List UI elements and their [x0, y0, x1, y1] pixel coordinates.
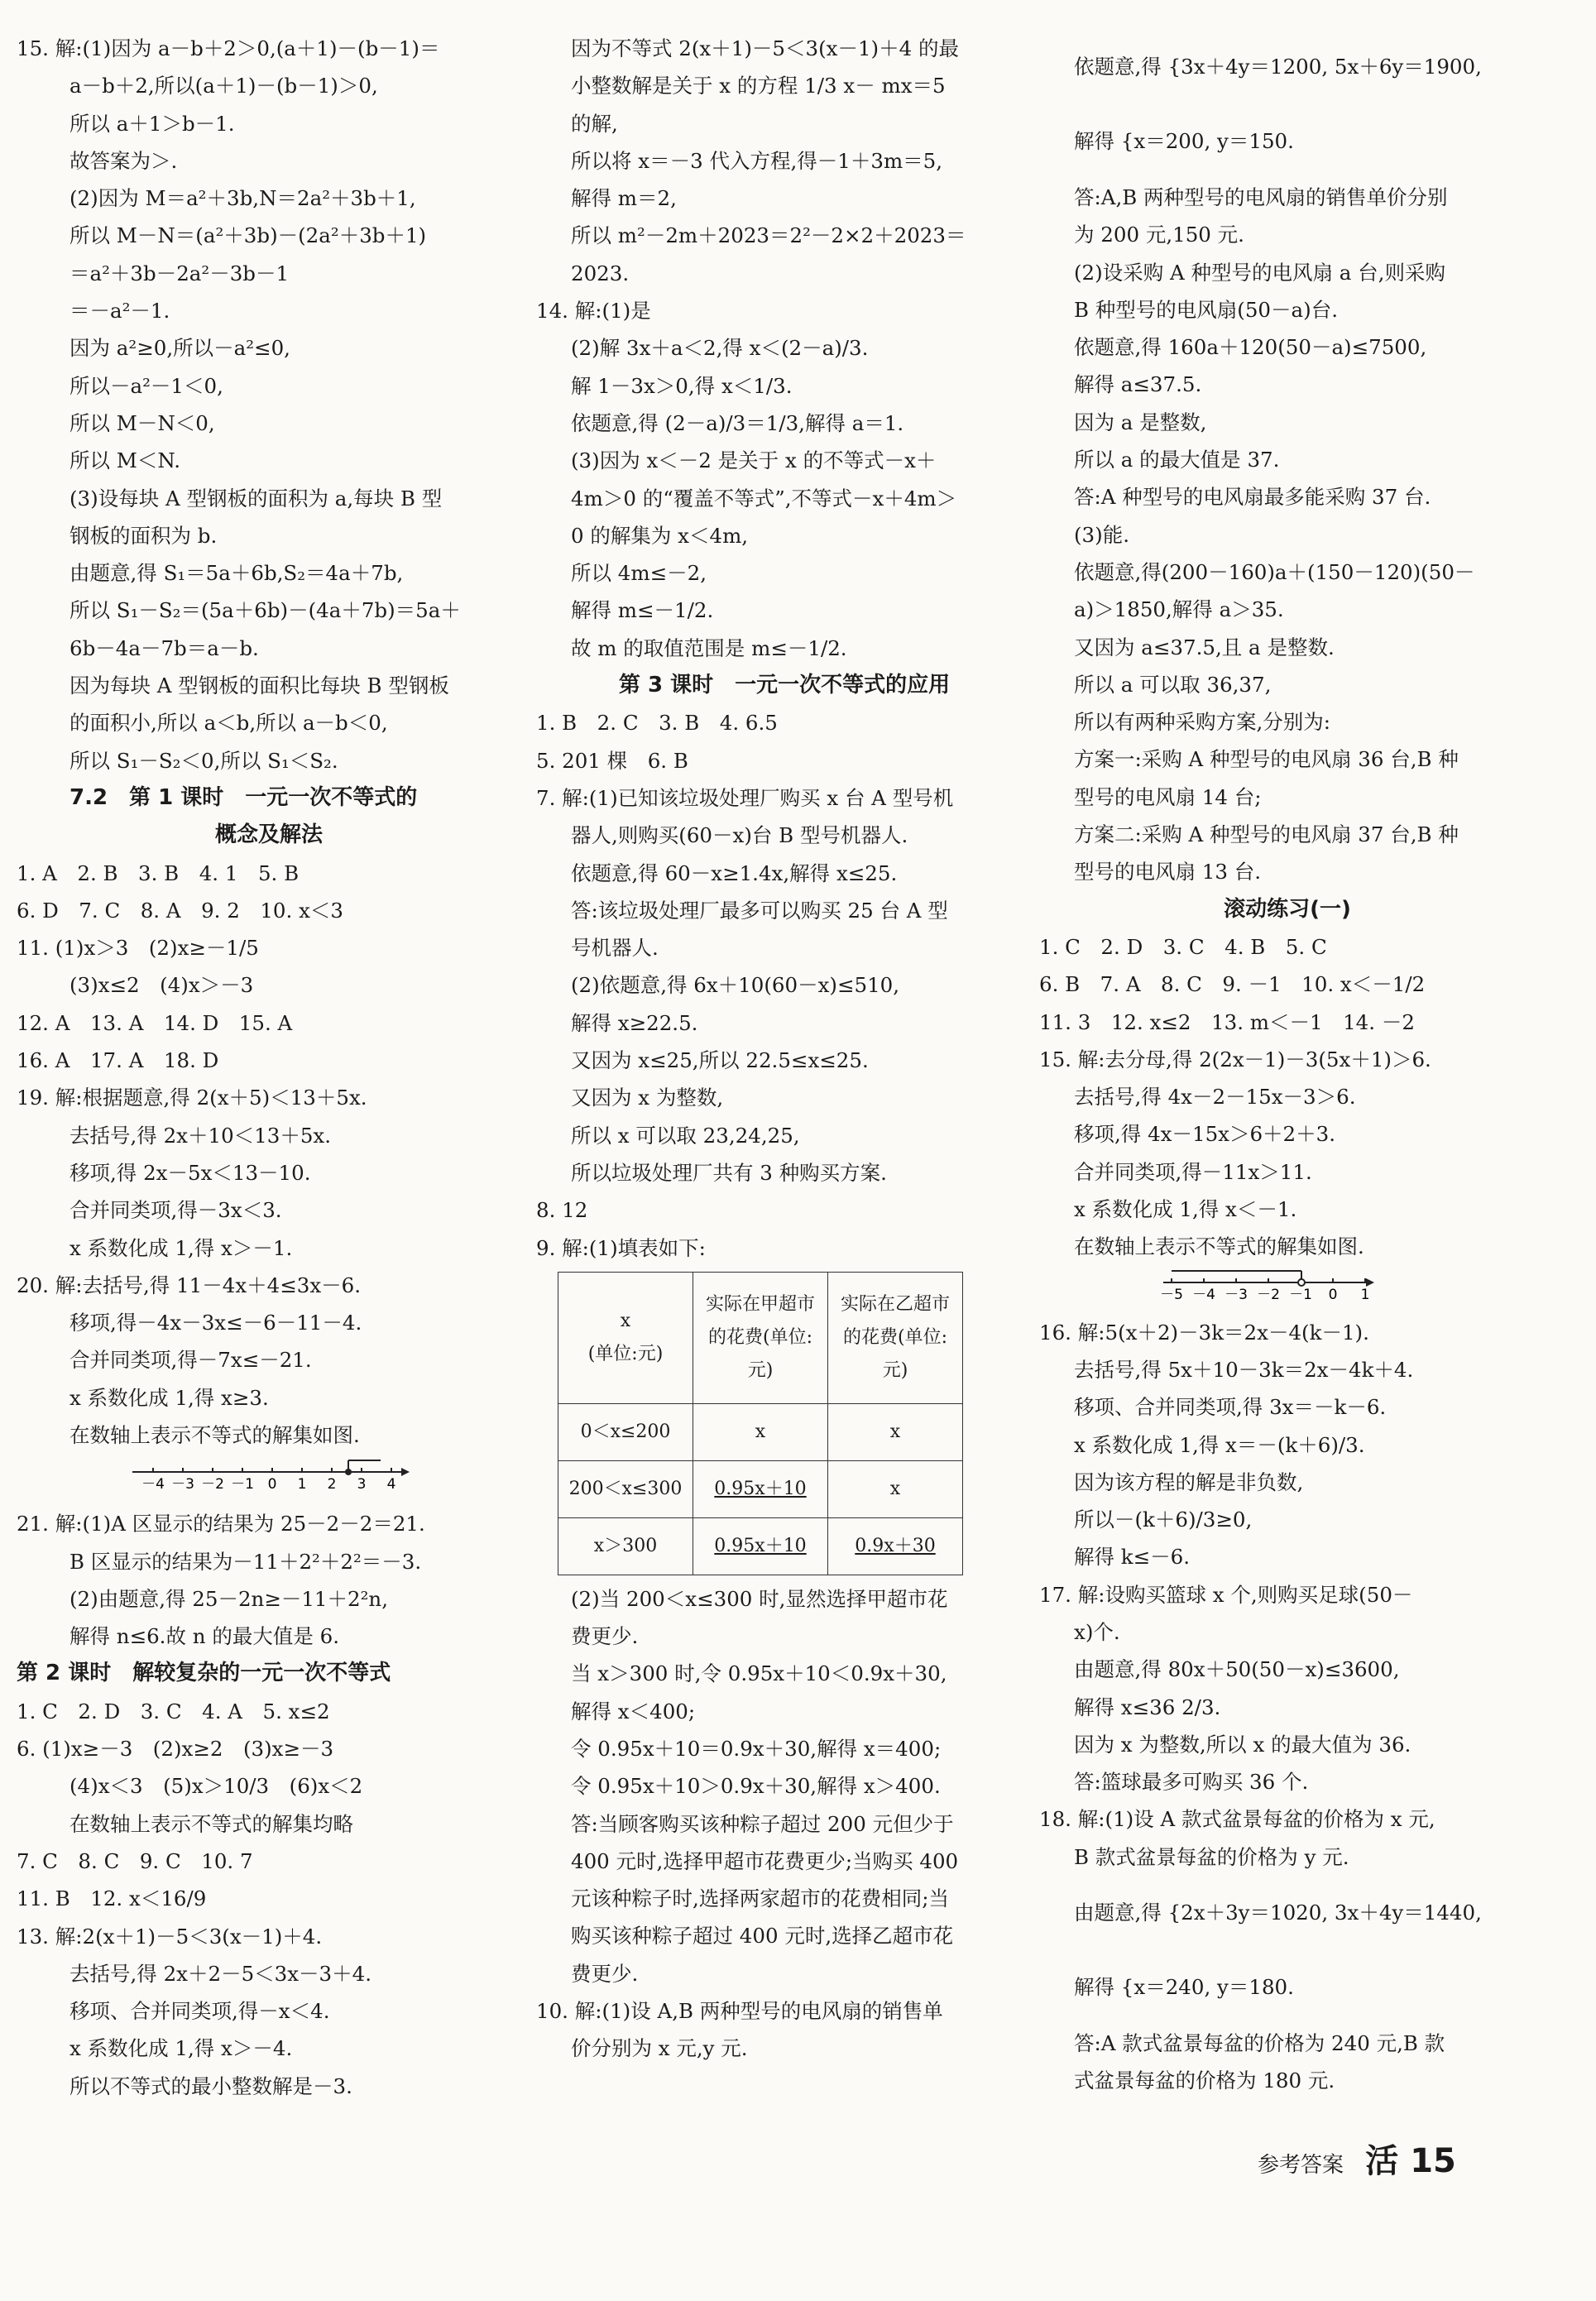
- text-line: (2)设采购 A 种型号的电风扇 a 台,则采购: [1074, 260, 1445, 285]
- number-line: [1160, 1269, 1378, 1303]
- text-line: 答:A 款式盆景每盆的价格为 240 元,B 款: [1074, 2031, 1445, 2056]
- text-line: 移项,得 2x－5x＜13－10.: [69, 1160, 311, 1185]
- text-line: 移项,得 4x－15x＞6＋2＋3.: [1074, 1122, 1336, 1147]
- text-line: 令 0.95x＋10＞0.9x＋30,解得 x＞400.: [571, 1774, 941, 1799]
- text-line: x)个.: [1074, 1619, 1120, 1644]
- text-line: 所以 x 可以取 23,24,25,: [571, 1123, 800, 1148]
- text-line: 解得 k≤－6.: [1074, 1545, 1191, 1570]
- tick-label: 1: [297, 1476, 307, 1493]
- text-line: 1. B 2. C 3. B 4. 6.5: [536, 711, 778, 736]
- text-line: 所以垃圾处理厂共有 3 种购买方案.: [571, 1160, 887, 1185]
- text-line: 依题意,得 (2－a)/3＝1/3,解得 a＝1.: [571, 410, 904, 435]
- text-line: 购买该种粽子超过 400 元时,选择乙超市花: [571, 1924, 954, 1949]
- text-line: 型号的电风扇 13 台.: [1074, 860, 1262, 884]
- tick-label: 4: [386, 1476, 396, 1493]
- text-line: x 系数化成 1,得 x＞－1.: [69, 1235, 293, 1260]
- text-line: 所以有两种采购方案,分别为:: [1074, 710, 1331, 735]
- text-line: 价分别为 x 元,y 元.: [571, 2036, 748, 2061]
- text-line: 合并同类项,得－11x＞11.: [1074, 1159, 1312, 1184]
- text-line: 所以 S₁－S₂＜0,所以 S₁＜S₂.: [69, 748, 338, 773]
- text-line: 6b－4a－7b＝a－b.: [69, 635, 259, 660]
- text-line: 答:A,B 两种型号的电风扇的销售单价分别: [1074, 185, 1448, 209]
- text-line: 4m＞0 的“覆盖不等式”,不等式－x＋4m＞: [571, 486, 957, 511]
- text-line: 移项,得－4x－3x≤－6－11－4.: [69, 1311, 362, 1335]
- text-line: 又因为 x≤25,所以 22.5≤x≤25.: [571, 1048, 869, 1073]
- table-cell: 0＜x≤200: [558, 1403, 693, 1460]
- text-line: 答:该垃圾处理厂最多可以购买 25 台 A 型: [571, 898, 948, 923]
- table-cell: x: [828, 1460, 963, 1517]
- text-line: 所以 M－N＝(a²＋3b)－(2a²＋3b＋1): [69, 223, 427, 248]
- text-line: 元该种粽子时,选择两家超市的花费相同;当: [571, 1886, 950, 1911]
- text-line: 所以 m²－2m＋2023＝2²－2×2＋2023＝: [571, 223, 966, 248]
- section-heading: 第 3 课时 一元一次不等式的应用: [618, 673, 951, 698]
- page-footer: [1258, 2135, 1456, 2182]
- text-line: (3)设每块 A 型钢板的面积为 a,每块 B 型: [69, 486, 443, 511]
- table-header-cell: [558, 1272, 693, 1403]
- footer-label: 参考答案: [1258, 2153, 1344, 2178]
- section-heading: 第 2 课时 解较复杂的一元一次不等式: [17, 1661, 391, 1686]
- text-line: x 系数化成 1,得 x＝－(k＋6)/3.: [1074, 1432, 1365, 1457]
- text-line: 10. 解:(1)设 A,B 两种型号的电风扇的销售单: [536, 1999, 943, 2024]
- section-heading: 7.2 第 1 课时 一元一次不等式的: [69, 784, 418, 810]
- text-line: 移项、合并同类项,得－x＜4.: [69, 1999, 330, 2024]
- text-line: 因为不等式 2(x＋1)－5＜3(x－1)＋4 的最: [571, 36, 959, 60]
- text-line: 在数轴上表示不等式的解集均略: [69, 1811, 353, 1836]
- price-table: [558, 1272, 963, 1575]
- text-line: 所以 M－N＜0,: [69, 410, 215, 435]
- text-line: 合并同类项,得－3x＜3.: [69, 1198, 282, 1223]
- text-line: 型号的电风扇 14 台;: [1074, 784, 1262, 809]
- text-line: 式盆景每盆的价格为 180 元.: [1074, 2069, 1335, 2093]
- text-line: 所以 a＋1＞b－1.: [69, 111, 235, 136]
- text-line: 6. (1)x≥－3 (2)x≥2 (3)x≥－3: [17, 1737, 334, 1762]
- text-line: 解得 {x＝200, y＝150.: [1074, 129, 1294, 153]
- text-line: 去括号,得 2x＋10＜13＋5x.: [69, 1123, 332, 1148]
- text-line: 号机器人.: [571, 936, 659, 961]
- text-line: ＝－a²－1.: [69, 299, 170, 324]
- text-line: 15. 解:去分母,得 2(2x－1)－3(5x＋1)＞6.: [1039, 1047, 1431, 1071]
- tick-label: －1: [231, 1476, 254, 1493]
- text-line: 移项、合并同类项,得 3x＝－k－6.: [1074, 1395, 1387, 1420]
- text-line: 又因为 a≤37.5,且 a 是整数.: [1074, 635, 1335, 659]
- table-row: [558, 1460, 963, 1517]
- text-line: 解得 x＜400;: [571, 1699, 696, 1723]
- tick-label: 0: [1328, 1286, 1338, 1303]
- text-line: 依题意,得 160a＋120(50－a)≤7500,: [1074, 335, 1427, 360]
- text-line: 解得 m＝2,: [571, 186, 677, 211]
- tick-label: 0: [267, 1476, 277, 1493]
- text-line: x 系数化成 1,得 x＞－4.: [69, 2036, 293, 2061]
- text-line: 小整数解是关于 x 的方程 1/3 x－ mx＝5: [571, 74, 946, 98]
- tick-label: 1: [1360, 1286, 1370, 1303]
- text-line: 14. 解:(1)是: [536, 299, 651, 324]
- tick-label: －5: [1160, 1286, 1183, 1303]
- text-line: 令 0.95x＋10＝0.9x＋30,解得 x＝400;: [571, 1736, 942, 1761]
- table-cell: x: [693, 1403, 828, 1460]
- text-line: 所以－a²－1＜0,: [69, 373, 223, 398]
- text-line: 所以 a 可以取 36,37,: [1074, 672, 1272, 697]
- tick-label: －2: [1257, 1286, 1280, 1303]
- text-line: 因为该方程的解是非负数,: [1074, 1469, 1304, 1494]
- text-line: 由题意,得 {2x＋3y＝1020, 3x＋4y＝1440,: [1074, 1901, 1482, 1925]
- text-line: 11. (1)x＞3 (2)x≥－1/5: [17, 936, 259, 961]
- text-line: 1. A 2. B 3. B 4. 1 5. B: [17, 860, 300, 885]
- text-line: a)＞1850,解得 a＞35.: [1074, 597, 1284, 622]
- text-line: 方案一:采购 A 种型号的电风扇 36 台,B 种: [1074, 747, 1459, 772]
- text-line: 依题意,得 60－x≥1.4x,解得 x≤25.: [571, 860, 898, 885]
- text-line: 去括号,得 4x－2－15x－3＞6.: [1074, 1085, 1356, 1110]
- text-line: 13. 解:2(x＋1)－5＜3(x－1)＋4.: [17, 1924, 323, 1949]
- text-line: 钢板的面积为 b.: [69, 523, 218, 548]
- text-line: 16. A 17. A 18. D: [17, 1048, 219, 1073]
- table-header-row: [558, 1272, 963, 1403]
- table-cell: x: [828, 1403, 963, 1460]
- text-line: 当 x＞300 时,令 0.95x＋10＜0.9x＋30,: [571, 1661, 947, 1686]
- text-line: 19. 解:根据题意,得 2(x＋5)＜13＋5x.: [17, 1086, 367, 1110]
- text-line: 6. B 7. A 8. C 9. －1 10. x＜－1/2: [1039, 972, 1426, 997]
- text-line: 的面积小,所以 a＜b,所以 a－b＜0,: [69, 711, 388, 736]
- tick-label: －4: [1192, 1286, 1215, 1303]
- table-row: [558, 1403, 963, 1460]
- text-line: 故 m 的取值范围是 m≤－1/2.: [571, 635, 847, 660]
- column-right: [1039, 30, 1536, 2100]
- text-line: 由题意,得 80x＋50(50－x)≤3600,: [1074, 1657, 1400, 1682]
- text-line: 1. C 2. D 3. C 4. A 5. x≤2: [17, 1699, 330, 1723]
- tick-label: －1: [1289, 1286, 1312, 1303]
- text-line: 解得 {x＝240, y＝180.: [1074, 1975, 1294, 2000]
- text-line: x 系数化成 1,得 x＜－1.: [1074, 1197, 1297, 1222]
- table-header-cell: 实际在甲超市的花费(单位:元): [693, 1272, 828, 1403]
- text-line: 21. 解:(1)A 区显示的结果为 25－2－2＝21.: [17, 1512, 425, 1536]
- text-line: 所以 S₁－S₂＝(5a＋6b)－(4a＋7b)＝5a＋: [69, 598, 461, 623]
- text-line: 7. C 8. C 9. C 10. 7: [17, 1848, 253, 1873]
- text-line: (3)x≤2 (4)x＞－3: [69, 973, 254, 998]
- text-line: 12. A 13. A 14. D 15. A: [17, 1010, 293, 1035]
- text-line: 方案二:采购 A 种型号的电风扇 37 台,B 种: [1074, 822, 1459, 847]
- table-header-cell: 实际在乙超市的花费(单位:元): [828, 1272, 963, 1403]
- number-line: [132, 1457, 414, 1493]
- text-line: 依题意,得 {3x＋4y＝1200, 5x＋6y＝1900,: [1074, 55, 1482, 79]
- column-left: [17, 30, 521, 2105]
- text-line: 7. 解:(1)已知该垃圾处理厂购买 x 台 A 型号机: [536, 785, 954, 810]
- text-line: 11. 3 12. x≤2 13. m＜－1 14. －2: [1039, 1009, 1415, 1034]
- text-line: ＝a²＋3b－2a²－3b－1: [69, 261, 290, 285]
- text-line: 为 200 元,150 元.: [1074, 223, 1244, 247]
- text-line: a－b＋2,所以(a＋1)－(b－1)＞0,: [69, 74, 378, 98]
- section-heading: 概念及解法: [214, 822, 323, 848]
- table-cell: x＞300: [558, 1517, 693, 1575]
- text-line: (2)依题意,得 6x＋10(60－x)≤510,: [571, 973, 900, 998]
- text-line: (3)因为 x＜－2 是关于 x 的不等式－x＋: [571, 448, 937, 473]
- text-line: 解得 n≤6.故 n 的最大值是 6.: [69, 1624, 339, 1649]
- text-line: (3)能.: [1074, 522, 1129, 547]
- table-cell: 0.95x＋10: [693, 1460, 828, 1517]
- tick-label: －3: [1225, 1286, 1248, 1303]
- text-line: 答:A 种型号的电风扇最多能采购 37 台.: [1074, 485, 1431, 510]
- page-number: 活 15: [1365, 2142, 1456, 2180]
- text-line: 所以将 x＝－3 代入方程,得－1＋3m＝5,: [571, 148, 943, 173]
- text-line: 因为 a 是整数,: [1074, 410, 1207, 434]
- text-line: 在数轴上表示不等式的解集如图.: [1074, 1234, 1364, 1259]
- text-line: 5. 201 棵 6. B: [536, 748, 688, 773]
- text-line: B 区显示的结果为－11＋2²＋2²＝－3.: [69, 1549, 422, 1574]
- table-cell: 0.95x＋10: [693, 1517, 828, 1575]
- text-line: 6. D 7. C 8. A 9. 2 10. x＜3: [17, 898, 343, 923]
- text-line: x 系数化成 1,得 x≥3.: [69, 1385, 269, 1410]
- text-line: (2)当 200＜x≤300 时,显然选择甲超市花: [571, 1586, 948, 1611]
- text-line: 所以 M＜N.: [69, 448, 181, 473]
- table-cell: 200＜x≤300: [558, 1460, 693, 1517]
- text-line: 费更少.: [571, 1624, 639, 1649]
- text-line: 11. B 12. x＜16/9: [17, 1886, 207, 1911]
- text-line: 解得 x≥22.5.: [571, 1010, 698, 1035]
- text-line: (2)由题意,得 25－2n≥－11＋2²n,: [69, 1586, 389, 1611]
- tick-label: －3: [171, 1476, 194, 1493]
- text-line: 18. 解:(1)设 A 款式盆景每盆的价格为 x 元,: [1039, 1807, 1435, 1832]
- text-line: B 款式盆景每盆的价格为 y 元.: [1074, 1844, 1349, 1869]
- text-line: 又因为 x 为整数,: [571, 1086, 724, 1110]
- text-line: 20. 解:去括号,得 11－4x＋4≤3x－6.: [17, 1273, 362, 1297]
- text-line: 因为每块 A 型钢板的面积比每块 B 型钢板: [69, 674, 449, 698]
- table-row: [558, 1517, 963, 1575]
- tick-label: 2: [327, 1476, 337, 1493]
- text-line: 15. 解:(1)因为 a－b＋2＞0,(a＋1)－(b－1)＝: [17, 36, 440, 60]
- column-middle: [536, 30, 1033, 2068]
- text-line: 1. C 2. D 3. C 4. B 5. C: [1039, 934, 1327, 959]
- text-line: 去括号,得 5x＋10－3k＝2x－4k＋4.: [1074, 1357, 1414, 1382]
- text-line: 在数轴上表示不等式的解集如图.: [69, 1422, 360, 1447]
- tick-label: 3: [357, 1476, 367, 1493]
- text-line: 2023.: [571, 261, 630, 285]
- text-line: B 种型号的电风扇(50－a)台.: [1074, 297, 1338, 322]
- text-line: (2)因为 M＝a²＋3b,N＝2a²＋3b＋1,: [69, 186, 416, 211]
- tick-label: －2: [201, 1476, 224, 1493]
- text-line: 400 元时,选择甲超市花费更少;当购买 400: [571, 1848, 959, 1873]
- table-header-text: x: [620, 1310, 631, 1331]
- text-line: 去括号,得 2x＋2－5＜3x－3＋4.: [69, 1961, 372, 1986]
- text-line: 因为 a²≥0,所以－a²≤0,: [69, 336, 290, 361]
- text-line: 故答案为＞.: [69, 148, 178, 173]
- text-line: 解得 a≤37.5.: [1074, 372, 1202, 397]
- text-line: 所以－(k＋6)/3≥0,: [1074, 1508, 1253, 1532]
- text-line: 依题意,得(200－160)a＋(150－120)(50－: [1074, 559, 1475, 584]
- text-line: 9. 解:(1)填表如下:: [536, 1235, 706, 1260]
- table-cell: 0.9x＋30: [828, 1517, 963, 1575]
- text-line: 8. 12: [536, 1198, 588, 1223]
- text-line: 所以 4m≤－2,: [571, 561, 707, 586]
- text-line: (4)x＜3 (5)x＞10/3 (6)x＜2: [69, 1774, 363, 1799]
- text-line: 解得 m≤－1/2.: [571, 598, 714, 623]
- tick-label: －4: [141, 1476, 165, 1493]
- text-line: 因为 x 为整数,所以 x 的最大值为 36.: [1074, 1732, 1411, 1757]
- section-heading: 滚动练习(一): [1224, 896, 1351, 922]
- text-line: 答:当顾客购买该种粽子超过 200 元但少于: [571, 1811, 954, 1836]
- text-line: 由题意,得 S₁＝5a＋6b,S₂＝4a＋7b,: [69, 561, 404, 586]
- text-line: 费更少.: [571, 1961, 639, 1986]
- text-line: 合并同类项,得－7x≤－21.: [69, 1348, 312, 1373]
- text-line: (2)解 3x＋a＜2,得 x＜(2－a)/3.: [571, 336, 869, 361]
- table-header-text: (单位:元): [587, 1343, 664, 1364]
- text-line: 0 的解集为 x＜4m,: [571, 523, 749, 548]
- text-line: 答:篮球最多可购买 36 个.: [1074, 1770, 1309, 1795]
- text-line: 解得 x≤36 2/3.: [1074, 1695, 1221, 1719]
- text-line: 16. 解:5(x＋2)－3k＝2x－4(k－1).: [1039, 1320, 1369, 1345]
- text-line: 的解,: [571, 111, 618, 136]
- text-line: 所以 a 的最大值是 37.: [1074, 448, 1280, 472]
- text-line: 器人,则购买(60－x)台 B 型号机器人.: [571, 823, 908, 848]
- text-line: 17. 解:设购买篮球 x 个,则购买足球(50－: [1039, 1582, 1413, 1607]
- text-line: 解 1－3x＞0,得 x＜1/3.: [571, 373, 793, 398]
- text-line: 所以不等式的最小整数解是－3.: [69, 2073, 352, 2098]
